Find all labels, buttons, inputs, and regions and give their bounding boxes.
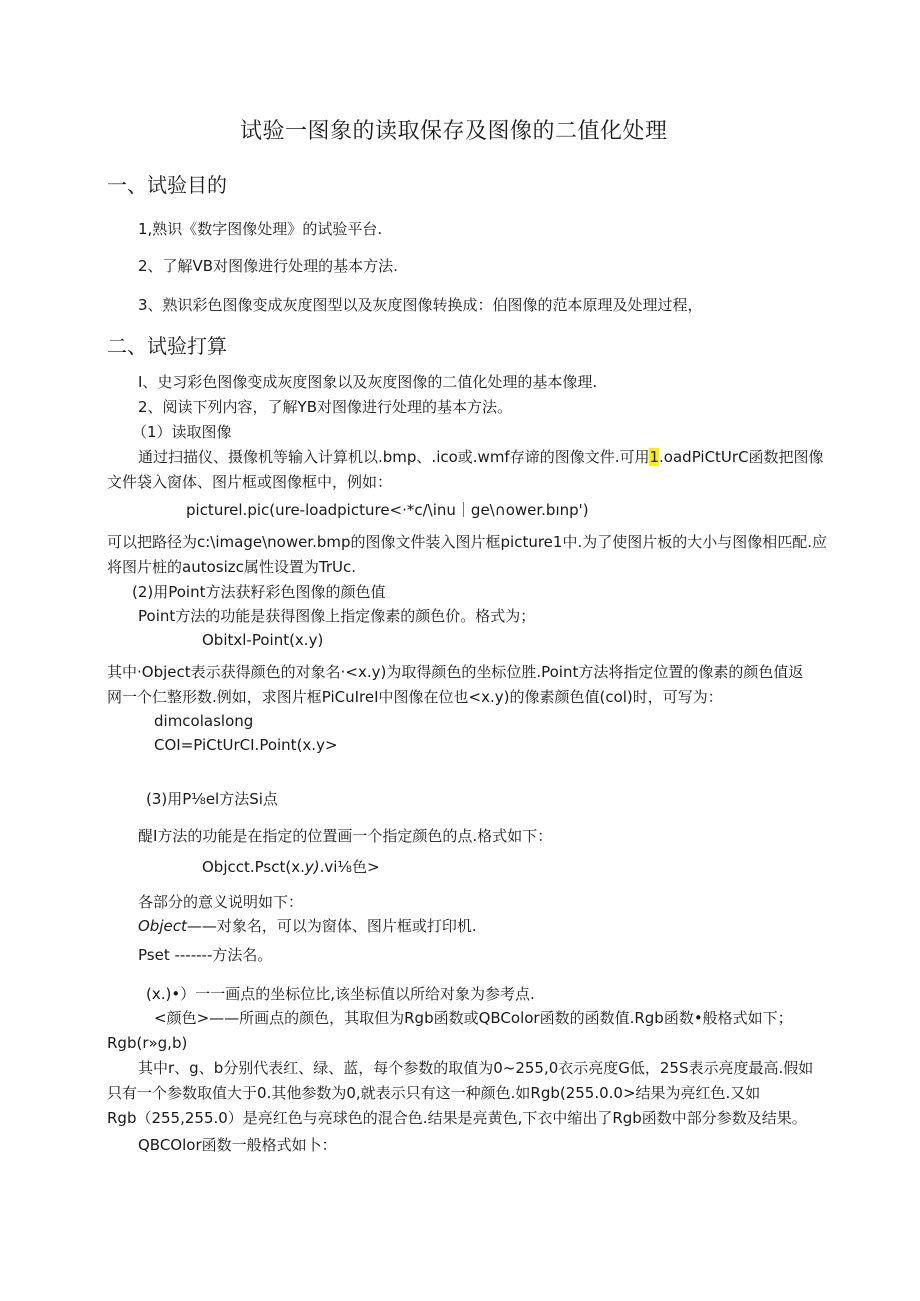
para-scan-input-b: .oadPiCtUrC函数把图像 — [659, 448, 824, 466]
document-title: 试验一图象的读取保存及图像的二值化处理 — [240, 119, 668, 144]
para-object-cont: 网一个仁整形数.例如，求图片框PiCuIreI中图像在位也<x.y)的像素颜色值(col)时，可写为： — [107, 688, 723, 706]
para-pset-def: Pset -------方法名。 — [138, 946, 273, 964]
code-pset-a: Objcct.Psct(x. — [202, 858, 305, 876]
para-object-def — [138, 916, 477, 936]
para-scan-input-a: 通过扫描仪、摄像机等输入计算机以.bmp、.ico或.wmf存谛的图像文件.可用 — [138, 448, 650, 466]
code-col-assign: COI=PiCtUrCI.Point(x.y> — [154, 736, 338, 754]
section2-para-2: 2、阅读下列内容，了解YB对图像进行处理的基本方法。 — [138, 398, 512, 416]
code-pset-b: y) — [304, 858, 320, 876]
code-rgb: Rgb(r»g,b) — [107, 1034, 188, 1052]
para-path-cont: 将图片桩的autosizc属性设置为TrUc. — [107, 558, 356, 576]
section1-item-3: 3、熟识彩色图像变成灰度图型以及灰度图像转换成：伯图像的范本原理及处理过程， — [138, 296, 703, 314]
object-def-text: ——对象名，可以为窗体、图片框或打印机. — [186, 917, 477, 935]
para-point-desc: Point方法的功能是获得图像上指定像素的颜色价。格式为； — [138, 607, 536, 625]
para-object: 其中·Object表示获得颜色的对象名·<x.y)为取得颜色的坐标位胜.Point方法将指定位置的像素的颜色值返 — [107, 663, 804, 681]
para-scan-input — [138, 447, 824, 467]
para-qbcolor: QBCOlor函数一般格式如卜： — [138, 1136, 337, 1154]
code-loadpicture: picturel.pic(ure-loadpicture<·*c/\inu｜ge\∩ower.bınp') — [186, 501, 589, 519]
section1-heading: 一、试验目的 — [107, 173, 227, 197]
subheading-read-image: （1）读取图像 — [132, 423, 232, 441]
section1-item-2: 2、了解VB对图像进行处理的基本方法. — [138, 257, 398, 275]
para-path: 可以把路径为c:\image\nower.bmp的图像文件装入图片框picture1中.为了使图片板的大小与图像相匹配.应 — [107, 533, 827, 551]
section2-para-1: I、史习彩色图像变成灰度图象以及灰度图像的二值化处理的基本像理. — [138, 373, 598, 391]
highlighted-char: 1 — [649, 448, 660, 466]
para-coord-def: (x.)•）一一画点的坐标位比,该坐标值以所给对象为参考点. — [146, 985, 535, 1003]
para-rgb-desc: 其中r、g、b分别代表红、绿、蓝，每个参数的取值为0~255,0衣示亮度G低，25S表示亮度最高.假如 — [138, 1059, 814, 1077]
code-point: Obitxl-Point(x.y) — [202, 631, 324, 649]
code-pset — [202, 857, 380, 877]
subheading-point-method: (2)用Point方法获籽彩色图像的颜色值 — [132, 583, 386, 601]
code-pset-c: .vi⅛色> — [319, 858, 380, 876]
para-scan-input-cont: 文件袋入窗体、图片框或图像框中，例如： — [107, 473, 393, 491]
para-parts-intro: 各部分的意义说明如下： — [138, 893, 304, 911]
code-dim: dimcolaslong — [154, 712, 254, 730]
para-pset-desc: 醍I方法的功能是在指定的位置画一个指定颜色的点.格式如下： — [138, 827, 553, 845]
para-rgb-desc-cont1: 只有一个参数取值大于0.其他参数为0,就表示只有这一种颜色.如Rgb(255.0.0>结果为亮红色.又如 — [107, 1084, 761, 1102]
section1-item-1: 1,熟识《数字图像处理》的试验平台. — [138, 220, 383, 238]
para-color-def: <颜色>——所画点的颜色，其取但为Rgb函数或QBColor函数的函数值.Rgb函数•般格式如下； — [154, 1009, 793, 1027]
subheading-pset: (3)用P⅛el方法Si点 — [146, 790, 278, 808]
para-rgb-desc-cont2: Rgb（255,255.0）是亮红色与亮球色的混合色.结果是亮黄色,下衣中缩出了Rgb函数中部分参数及结果。 — [107, 1109, 807, 1127]
section2-heading: 二、试验打算 — [107, 334, 227, 358]
object-term: Object — [138, 917, 187, 935]
